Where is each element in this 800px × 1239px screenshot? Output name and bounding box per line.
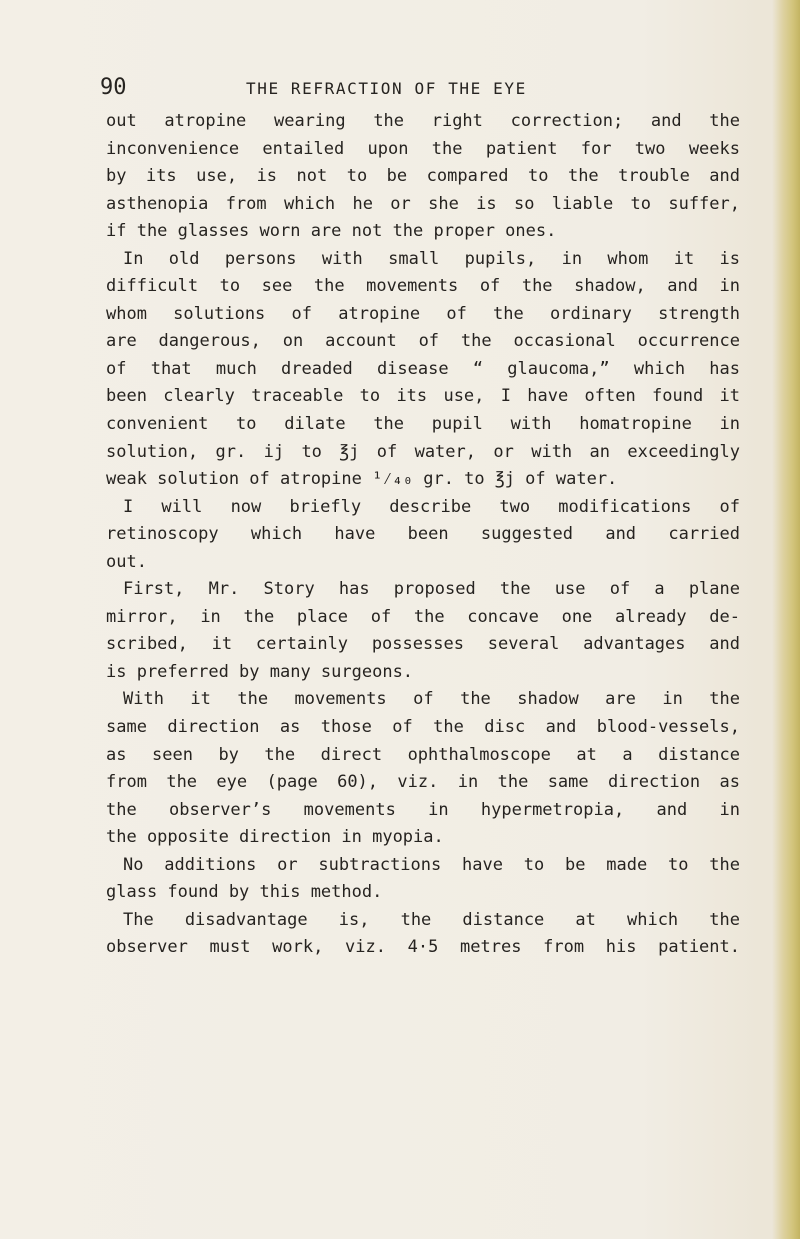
text-line: scribed, it certainly possesses several advantages and xyxy=(106,634,740,655)
text-line: out atropine wearing the right correction; and the xyxy=(106,111,740,131)
text-line: observer must work, viz. 4·5 metres from his patient. xyxy=(106,937,740,958)
text-line: glass found by this method. xyxy=(106,882,383,903)
text-line: if the glasses worn are not the proper ones. xyxy=(106,221,557,242)
text-line: same direction as those of the disc and blood-vessels, xyxy=(106,717,740,738)
text-line: out. xyxy=(106,551,147,572)
text-line: In old persons with small pupils, in whom it is xyxy=(123,248,740,269)
text-line: weak solution of atropine ¹⁄₄₀ gr. to ℥j of water. xyxy=(106,469,618,490)
text-line: difficult to see the movements of the shadow, and in xyxy=(106,276,740,297)
text-line: retinoscopy which have been suggested and carried xyxy=(106,524,740,545)
text-line: asthenopia from which he or she is so liable to suffer, xyxy=(106,193,740,214)
body-text xyxy=(106,108,740,962)
text-line: The disadvantage is, the distance at which the xyxy=(123,909,740,930)
text-line: from the eye (page 60), viz. in the same direction as xyxy=(106,772,740,793)
text-line: I will now briefly describe two modifications of xyxy=(123,496,740,517)
text-line: the opposite direction in myopia. xyxy=(106,827,444,848)
text-line: been clearly traceable to its use, I have often found it xyxy=(106,386,740,407)
text-line: by its use, is not to be compared to the trouble and xyxy=(106,166,740,187)
text-line: the observer’s movements in hypermetropia, and in xyxy=(106,799,740,820)
text-line: With it the movements of the shadow are in the xyxy=(123,689,740,710)
text-line: solution, gr. ij to ℥j of water, or with an exceedingly xyxy=(106,441,740,462)
text-line: as seen by the direct ophthalmoscope at a distance xyxy=(106,744,740,765)
page-edge-shadow xyxy=(772,0,800,1239)
running-title: THE REFRACTION OF THE EYE xyxy=(246,79,527,98)
text-line: whom solutions of atropine of the ordinary strength xyxy=(106,303,740,324)
text-line: inconvenience entailed upon the patient for two weeks xyxy=(106,138,740,159)
text-line: is preferred by many surgeons. xyxy=(106,661,414,682)
text-line: First, Mr. Story has proposed the use of a plane xyxy=(123,579,740,600)
text-line: mirror, in the place of the concave one already de- xyxy=(106,606,740,627)
page-number: 90 xyxy=(100,75,127,100)
text-line: No additions or subtractions have to be made to the xyxy=(123,854,740,875)
page-header xyxy=(100,75,740,105)
text-line: convenient to dilate the pupil with homatropine in xyxy=(106,414,740,435)
text-line: are dangerous, on account of the occasional occurrence xyxy=(106,331,740,352)
text-line: of that much dreaded disease “ glaucoma,” which has xyxy=(106,358,740,379)
